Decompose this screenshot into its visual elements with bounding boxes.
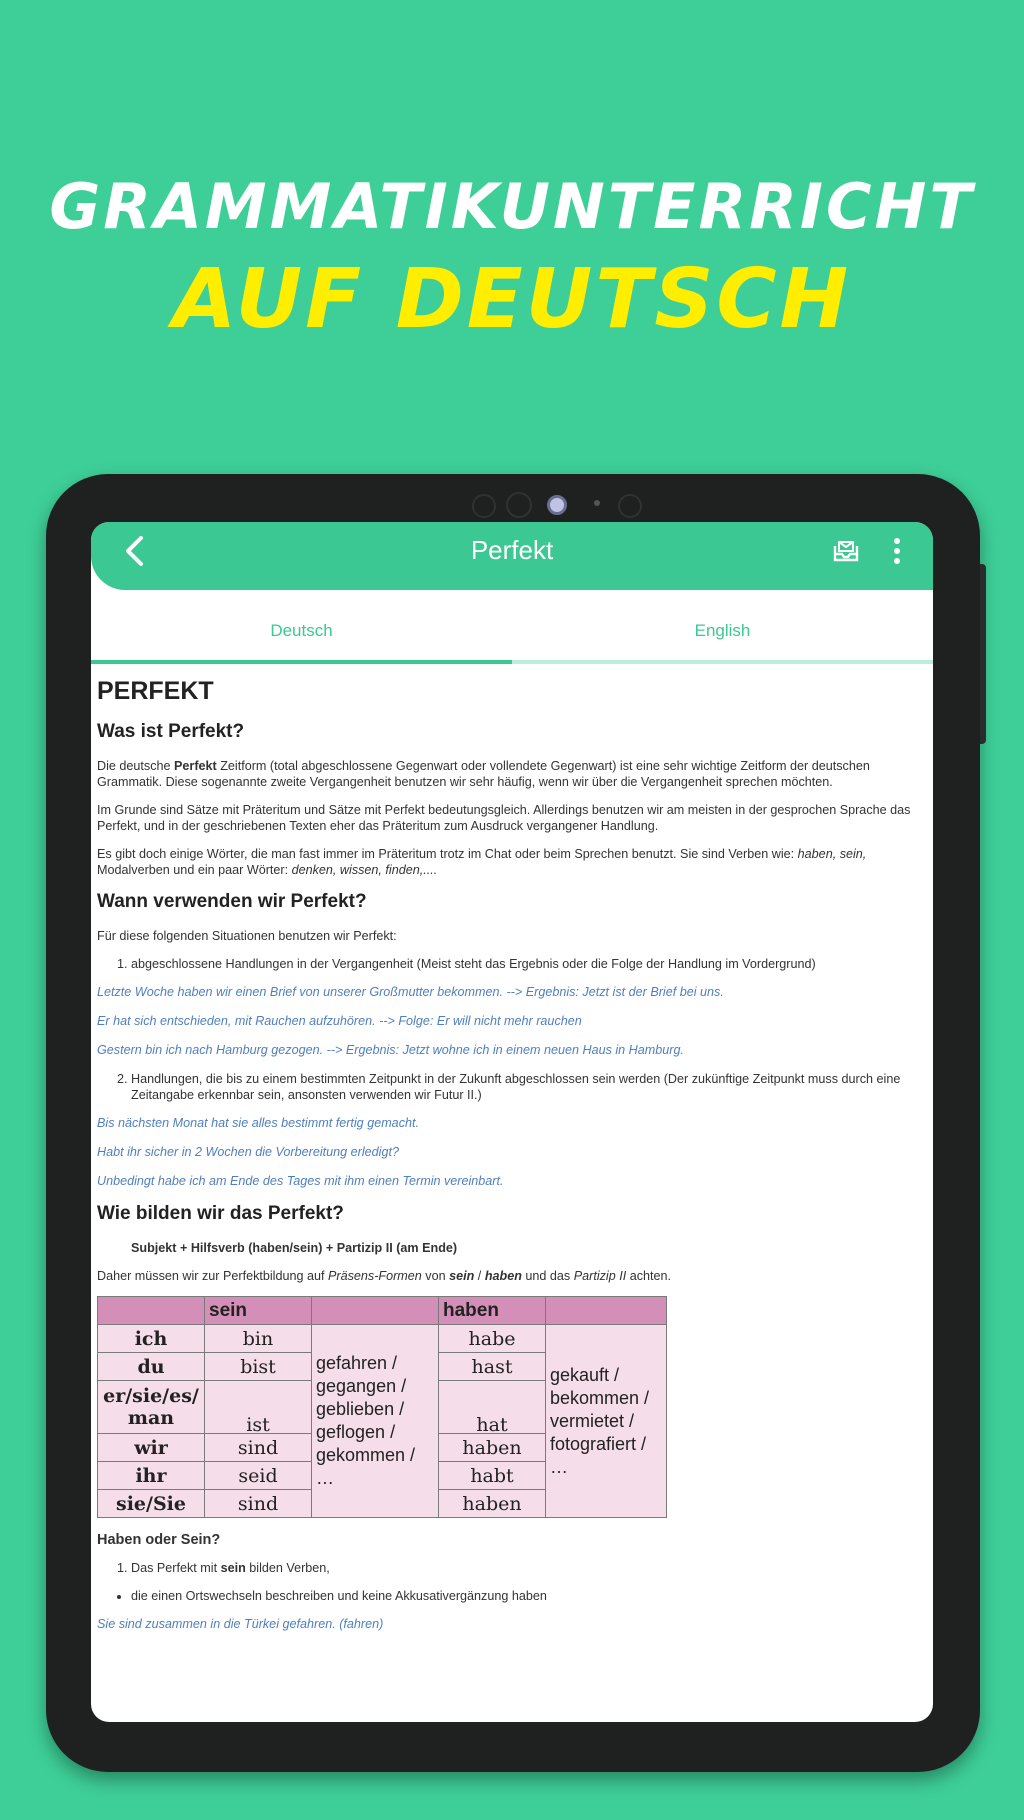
haben-form-cell: habe <box>439 1325 546 1353</box>
conjugation-table <box>97 1296 667 1518</box>
sensor-dot <box>594 500 600 506</box>
pronoun-cell: wir <box>98 1434 205 1462</box>
list-item: 2. Handlungen, die bis zu einem bestimmten Zeitpunkt in der Zukunft abgeschlossen sein werden (Der zukünftige Zeitpunkt muss durch eine Zeitangabe erkennbar sein, ansonsten verwenden wir Futur II.) <box>131 1071 927 1103</box>
table-header-sein: sein <box>205 1297 312 1325</box>
sensor-3 <box>618 494 642 518</box>
pronoun-cell: ihr <box>98 1462 205 1490</box>
article-content <box>97 670 927 1645</box>
sein-form-cell: seid <box>205 1462 312 1490</box>
sein-participles-cell: gefahren / gegangen / geblieben / geflogen / gekommen / … <box>312 1325 439 1518</box>
table-header-haben: haben <box>439 1297 546 1325</box>
app-bar <box>91 522 933 590</box>
pronoun-cell: sie/Sie <box>98 1490 205 1518</box>
paragraph-3: Es gibt doch einige Wörter, die man fast immer im Präteritum trotz im Chat oder beim Sprechen benutzt. Sie sind Verben wie: haben, sein, Modalverben und ein paar Wörter: denken, wissen, finden,.... <box>97 847 867 877</box>
promo-title-line1: GRAMMATIKUNTERRICHT <box>49 170 975 243</box>
section-heading-was: Was ist Perfekt? <box>97 721 245 742</box>
section-heading-wann: Wann verwenden wir Perfekt? <box>97 891 367 912</box>
pronoun-cell: ich <box>98 1325 205 1353</box>
table-header-empty <box>546 1297 667 1325</box>
table-header-empty <box>312 1297 439 1325</box>
sein-form-cell: bin <box>205 1325 312 1353</box>
haben-form-cell: haben <box>439 1490 546 1518</box>
tab-english[interactable]: English <box>694 621 751 640</box>
sein-form-cell: sind <box>205 1434 312 1462</box>
example-sentence: Bis nächsten Monat hat sie alles bestimmt fertig gemacht. <box>97 1116 419 1130</box>
sein-form-cell: sind <box>205 1490 312 1518</box>
inbox-button[interactable] <box>831 536 861 566</box>
more-vert-icon <box>887 534 907 568</box>
paragraph-1: Die deutsche Perfekt Zeitform (total abgeschlossene Gegenwart oder vollendete Gegenwart) ist eine sehr wichtige Zeitform der deutschen Grammatik. Diese sogenannte zweite Vergangenheit benutzen wir sehr häufig, wenn wir über die Vergangenheit sprechen möchten. <box>97 759 870 789</box>
article-title: PERFEKT <box>97 677 214 705</box>
rule-list <box>97 1560 927 1576</box>
formation-note: Daher müssen wir zur Perfektbildung auf Präsens-Formen von sein / haben und das Partizip II achten. <box>97 1269 672 1283</box>
pronoun-cell: er/sie/es/ man <box>98 1381 205 1434</box>
tablet-side-button <box>980 564 986 744</box>
wann-intro: Für diese folgenden Situationen benutzen wir Perfekt: <box>97 929 397 943</box>
example-sentence: Letzte Woche haben wir einen Brief von unserer Großmutter bekommen. --> Ergebnis: Jetzt ist der Brief bei uns. <box>97 985 724 999</box>
table-row <box>98 1325 667 1353</box>
example-sentence: Er hat sich entschieden, mit Rauchen aufzuhören. --> Folge: Er will nicht mehr rauchen <box>97 1014 582 1028</box>
formula: Subjekt + Hilfsverb (haben/sein) + Partizip II (am Ende) <box>131 1241 458 1255</box>
tab-indicator <box>91 660 512 664</box>
app-screen <box>91 522 933 1722</box>
tab-deutsch[interactable]: Deutsch <box>270 621 333 640</box>
sein-form-cell: bist <box>205 1353 312 1381</box>
paragraph-2: Im Grunde sind Sätze mit Präteritum und Sätze mit Perfekt bedeutungsgleich. Allerdings benutzen wir am meisten in der gesprochen Sprache das Perfekt, und in der geschriebenen Texten eher das Präteritum zum Ausdruck vergangener Handlung. <box>97 803 911 833</box>
example-sentence: Gestern bin ich nach Hamburg gezogen. --> Ergebnis: Jetzt wohne ich in einem neuen Haus in Hamburg. <box>97 1043 684 1057</box>
language-tabs <box>91 602 933 664</box>
list-item: 1. abgeschlossene Handlungen in der Vergangenheit (Meist steht das Ergebnis oder die Folge der Handlung im Vordergrund) <box>131 956 927 972</box>
example-sentence: Sie sind zusammen in die Türkei gefahren. (fahren) <box>97 1617 384 1631</box>
example-sentence: Unbedingt habe ich am Ende des Tages mit ihm einen Termin vereinbart. <box>97 1174 504 1188</box>
sein-form-cell: ist <box>205 1381 312 1434</box>
front-camera <box>547 495 567 515</box>
section-heading-haben-oder-sein: Haben oder Sein? <box>97 1532 221 1548</box>
haben-participles-cell: gekauft / bekommen / vermietet / fotografiert / … <box>546 1325 667 1518</box>
haben-form-cell: hat <box>439 1381 546 1434</box>
tab-track <box>91 660 933 664</box>
rule-bullets <box>97 1588 927 1604</box>
list-item: • die einen Ortswechseln beschreiben und keine Akkusativergänzung haben <box>131 1588 927 1604</box>
usage-list-2 <box>97 1071 927 1103</box>
usage-list-1 <box>97 956 927 972</box>
list-item: 1. Das Perfekt mit sein bilden Verben, <box>131 1560 927 1576</box>
section-heading-wie: Wie bilden wir das Perfekt? <box>97 1203 344 1224</box>
haben-form-cell: haben <box>439 1434 546 1462</box>
table-header-row <box>98 1297 667 1325</box>
more-button[interactable] <box>887 534 907 568</box>
table-header-empty <box>98 1297 205 1325</box>
sensor-1 <box>472 494 496 518</box>
page-title: Perfekt <box>470 535 554 565</box>
haben-form-cell: habt <box>439 1462 546 1490</box>
sensor-2 <box>506 492 532 518</box>
inbox-icon <box>831 536 861 566</box>
promo-title-line2: AUF DEUTSCH <box>172 252 852 347</box>
haben-form-cell: hast <box>439 1353 546 1381</box>
example-sentence: Habt ihr sicher in 2 Wochen die Vorbereitung erledigt? <box>97 1145 399 1159</box>
pronoun-cell: du <box>98 1353 205 1381</box>
